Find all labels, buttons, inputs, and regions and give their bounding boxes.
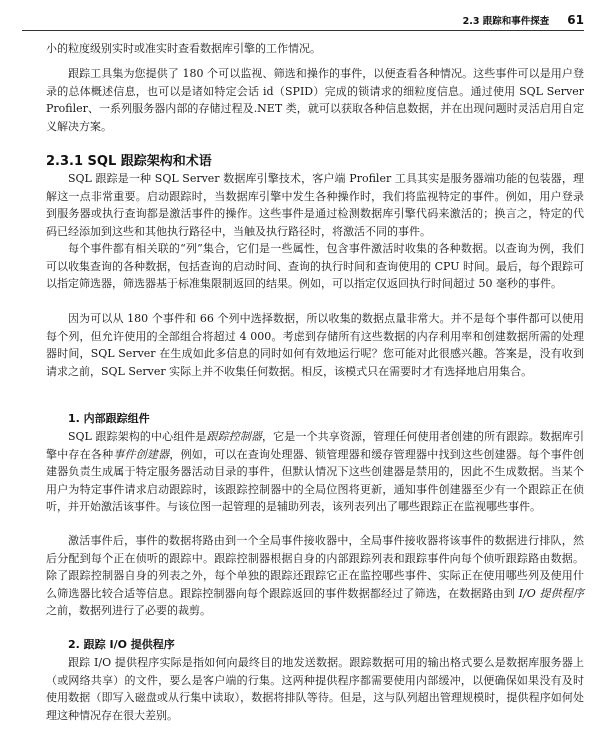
header-rule <box>22 30 584 31</box>
heading-internal-components: 1. 内部跟踪组件 <box>68 412 150 425</box>
text-run: 之前，数据列进行了必要的裁剪。 <box>46 604 211 617</box>
paragraph-sql-trace: SQL 跟踪是一种 SQL Server 数据库引擎技术，客户端 Profiler 工具其实是服务器端功能的包装器，理解这一点非常重要。启动跟踪时，当数据库引擎中发生各种操作时，我们将监视特定的事件。例如，用户登录到服务器或执行查询都是激活事件的操作。这些事件是通过检测数据库引擎代码来激活的；换言之，特定的代码已经添加到这些和其他执行路径中，当触及执行路径时，将激活不同的事件。 <box>46 172 584 238</box>
heading-2-3-1: 2.3.1 SQL 跟踪架构和术语 <box>46 154 212 169</box>
paragraph-io-provider: 跟踪 I/O 提供程序实际是指如何向最终目的地发送数据。跟踪数据可用的输出格式要么是数据库服务器上（或网络共享）的文件，要么是客户端的行集。这两种提供程序都需要使用内部缓冲，以便确保如果没有及时使用数据（即写入磁盘或从行集中读取），数据将排队等待。但是，这与队列超出管理规模时，提供程序如何处理这种情况存在很大差别。 <box>46 656 584 722</box>
text-run: ，例如，可以在查询处理器、锁管理器和缓存管理器中找到这些创建器。每个事件创建器负责生成属于特定服务器活动目录的事件，但默认情况下这些创建器是禁用的，因此不生成数据。当某个用户为特定事件请求启动跟踪时，该跟踪控制器中的全局位图将更新，通知事件创建器至少有一个跟踪正在侦听，并开始激活该事件。与该位图一起管理的是辅助列表，该列表列出了哪些跟踪正在监视哪些事件。 <box>46 447 585 513</box>
text-run: 激活事件后，事件的数据将路由到一个全局事件接收器中，全局事件接收器将该事件的数据进行排队，然后分配到每个正在侦听的跟踪中。跟踪控制器根据自身的内部跟踪列表和跟踪事件向每个侦听跟踪路由数据。除了跟踪控制器自身的列表之外，每个单独的跟踪还跟踪它正在监控哪些事件、实际正在使用哪些列及使用什么筛选器比较合适等信息。跟踪控制器向每个跟踪返回的事件数据都经过了筛选，在数据路由到 <box>46 534 584 600</box>
text-run: ，它是一个共享资源，管理任何使用者创建的所有跟踪。数据库引擎中存在各种 <box>46 430 584 461</box>
paragraph-data-points: 因为可以从 180 个事件和 66 个列中选择数据，所以收集的数据点量非常大。并不是每个事件都可以使用每个列，但允许使用的全部组合将超过 4 000。考虑到存储所有这些数据的内存利用率和创建数据所需的处理器时间，SQL Server 在生成如此多信息的同时如何有效地运行呢？您可能对此很感兴趣。答案是，没有收到请求之前，SQL Server 实际上并不收集任何数据。相反，该模式只在需要时才有选择地启用集合。 <box>46 312 584 378</box>
heading-io-provider: 2. 跟踪 I/O 提供程序 <box>68 638 175 651</box>
paragraph-continued: 小的粒度级别实时或准实时查看数据库引擎的工作情况。 <box>46 42 321 55</box>
paragraph-trace-tools: 跟踪工具集为您提供了 180 个可以监视、筛选和操作的事件，以便查看各种情况。这些事件可以是用户登录的总体概述信息，也可以是诸如特定会话 id（SPID）完成的锁请求的细粒度信息。通过使用 SQL Server Profiler、一系列服务器内部的存储过程及.NET 类，就可以获取各种信息数据，并在出现问题时灵活启用自定义解决方案。 <box>46 67 584 133</box>
paragraph-event-routing <box>46 532 584 620</box>
paragraph-trace-controller <box>46 428 584 516</box>
term-io-provider: I/O 提供程序 <box>518 586 584 600</box>
text-run: SQL 跟踪架构的中心组件是 <box>68 430 207 443</box>
page-number: 61 <box>567 13 584 27</box>
term-event-producer: 事件创建器 <box>113 447 170 461</box>
term-trace-controller: 跟踪控制器 <box>206 430 263 443</box>
section-title: 2.3 跟踪和事件探查 <box>462 16 550 27</box>
paragraph-columns: 每个事件都有相关联的“列”集合，它们是一些属性，包含事件激活时收集的各种数据。以查询为例，我们可以收集查询的各种数据，包括查询的启动时间、查询的执行时间和查询使用的 CPU 时间。最后，每个跟踪可以指定筛选器，筛选器基于标准集限制返回的结果。例如，可以指定仅返回执行时间超过 50 毫秒的事件。 <box>46 242 584 290</box>
running-head <box>463 13 584 27</box>
